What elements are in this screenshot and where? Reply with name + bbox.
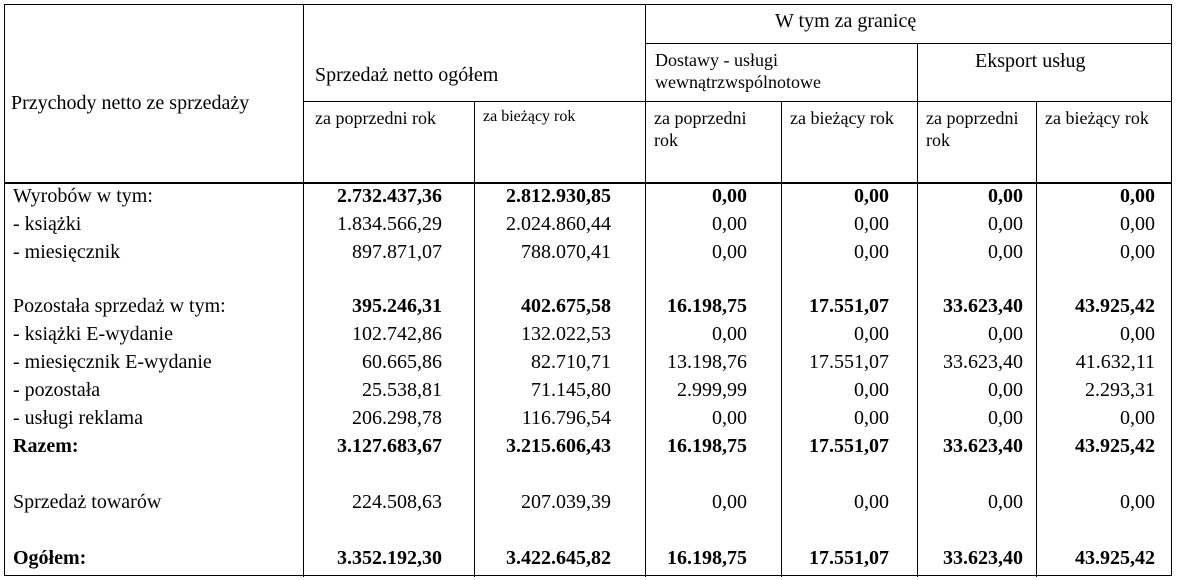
table-cell: 17.551,07 bbox=[809, 351, 889, 373]
row-label-header: Przychody netto ze sprzedaży bbox=[11, 92, 250, 114]
revenue-table bbox=[4, 4, 1172, 576]
table-cell: 25.538,81 bbox=[362, 379, 442, 401]
table-cell: 0,00 bbox=[854, 407, 889, 429]
table-cell: 897.871,07 bbox=[352, 241, 442, 263]
row-divider bbox=[303, 101, 1171, 102]
table-cell: 0,00 bbox=[854, 379, 889, 401]
table-cell: 82.710,71 bbox=[531, 351, 611, 373]
table-cell: 43.925,42 bbox=[1075, 547, 1155, 569]
table-cell: 0,00 bbox=[988, 213, 1023, 235]
col-divider bbox=[781, 101, 782, 577]
row-label: Razem: bbox=[13, 435, 79, 457]
col-header-prev-eu: za poprzedni rok bbox=[654, 108, 747, 150]
table-cell: 0,00 bbox=[988, 491, 1023, 513]
row-label: - pozostała bbox=[13, 379, 101, 401]
row-label: - usługi reklama bbox=[13, 407, 143, 429]
col-header-curr-export: za bieżący rok bbox=[1045, 108, 1149, 128]
abroad-group-header: W tym za granicę bbox=[775, 10, 917, 32]
table-cell: 0,00 bbox=[1120, 241, 1155, 263]
col-header-curr-total: za bieżący rok bbox=[483, 108, 576, 125]
export-group-header: Eksport usług bbox=[975, 50, 1086, 72]
table-cell: 1.834.566,29 bbox=[337, 213, 442, 235]
col-divider bbox=[917, 43, 918, 577]
table-cell: 0,00 bbox=[988, 185, 1023, 207]
table-cell: 33.623,40 bbox=[943, 547, 1023, 569]
table-cell: 3.422.645,82 bbox=[506, 547, 611, 569]
table-cell: 788.070,41 bbox=[521, 241, 611, 263]
total-group-header: Sprzedaż netto ogółem bbox=[315, 64, 499, 86]
table-cell: 17.551,07 bbox=[809, 295, 889, 317]
table-cell: 16.198,75 bbox=[667, 547, 747, 569]
row-label: Wyrobów w tym: bbox=[13, 185, 153, 207]
table-cell: 2.732.437,36 bbox=[337, 185, 442, 207]
table-cell: 33.623,40 bbox=[943, 435, 1023, 457]
row-label: Sprzedaż towarów bbox=[13, 491, 162, 513]
table-cell: 43.925,42 bbox=[1075, 435, 1155, 457]
table-cell: 0,00 bbox=[712, 407, 747, 429]
table-cell: 43.925,42 bbox=[1075, 295, 1155, 317]
table-cell: 3.215.606,43 bbox=[506, 435, 611, 457]
table-cell: 116.796,54 bbox=[521, 407, 611, 429]
col-header-prev-export: za poprzedni rok bbox=[926, 108, 1019, 150]
row-label: Ogółem: bbox=[13, 547, 87, 569]
col-header-prev-total: za poprzedni rok bbox=[315, 108, 436, 128]
table-cell: 2.024.860,44 bbox=[506, 213, 611, 235]
table-cell: 0,00 bbox=[1120, 407, 1155, 429]
table-cell: 0,00 bbox=[854, 213, 889, 235]
table-cell: 0,00 bbox=[1120, 491, 1155, 513]
table-cell: 0,00 bbox=[988, 379, 1023, 401]
table-cell: 3.352.192,30 bbox=[337, 547, 442, 569]
table-cell: 0,00 bbox=[854, 241, 889, 263]
table-cell: 207.039,39 bbox=[521, 491, 611, 513]
col-header-curr-eu: za bieżący rok bbox=[790, 108, 894, 128]
table-cell: 0,00 bbox=[1120, 213, 1155, 235]
table-cell: 60.665,86 bbox=[362, 351, 442, 373]
table-cell: 0,00 bbox=[988, 407, 1023, 429]
row-label: - miesięcznik bbox=[13, 241, 121, 263]
table-cell: 0,00 bbox=[712, 213, 747, 235]
col-divider bbox=[645, 5, 646, 577]
table-cell: 0,00 bbox=[988, 323, 1023, 345]
table-cell: 102.742,86 bbox=[352, 323, 442, 345]
table-cell: 2.812.930,85 bbox=[506, 185, 611, 207]
table-cell: 0,00 bbox=[1120, 185, 1155, 207]
table-cell: 41.632,11 bbox=[1075, 351, 1155, 373]
table-cell: 395.246,31 bbox=[352, 295, 442, 317]
table-cell: 0,00 bbox=[854, 491, 889, 513]
table-cell: 0,00 bbox=[712, 185, 747, 207]
intra-eu-group-header: Dostawy - usługi wewnątrzwspólnotowe bbox=[655, 50, 821, 92]
table-cell: 0,00 bbox=[988, 241, 1023, 263]
table-cell: 71.145,80 bbox=[531, 379, 611, 401]
row-divider bbox=[645, 43, 1171, 44]
table-cell: 17.551,07 bbox=[809, 435, 889, 457]
table-cell: 0,00 bbox=[712, 241, 747, 263]
row-label: - książki E-wydanie bbox=[13, 323, 173, 345]
table-cell: 2.293,31 bbox=[1085, 379, 1155, 401]
row-label: - książki bbox=[13, 213, 82, 235]
table-cell: 402.675,58 bbox=[521, 295, 611, 317]
table-cell: 0,00 bbox=[854, 185, 889, 207]
table-cell: 0,00 bbox=[712, 491, 747, 513]
table-cell: 224.508,63 bbox=[352, 491, 442, 513]
table-cell: 2.999,99 bbox=[677, 379, 747, 401]
row-label: Pozostała sprzedaż w tym: bbox=[13, 295, 226, 317]
table-cell: 206.298,78 bbox=[352, 407, 442, 429]
table-cell: 17.551,07 bbox=[809, 547, 889, 569]
row-label: - miesięcznik E-wydanie bbox=[13, 351, 212, 373]
col-divider bbox=[474, 101, 475, 577]
table-cell: 132.022,53 bbox=[521, 323, 611, 345]
table-cell: 3.127.683,67 bbox=[337, 435, 442, 457]
col-divider bbox=[303, 5, 304, 577]
table-cell: 0,00 bbox=[1120, 323, 1155, 345]
header-bottom-border bbox=[5, 182, 1171, 184]
table-cell: 33.623,40 bbox=[943, 351, 1023, 373]
table-cell: 0,00 bbox=[854, 323, 889, 345]
table-cell: 33.623,40 bbox=[943, 295, 1023, 317]
table-cell: 16.198,75 bbox=[667, 295, 747, 317]
table-cell: 13.198,76 bbox=[667, 351, 747, 373]
table-cell: 16.198,75 bbox=[667, 435, 747, 457]
table-cell: 0,00 bbox=[712, 323, 747, 345]
col-divider bbox=[1036, 101, 1037, 577]
